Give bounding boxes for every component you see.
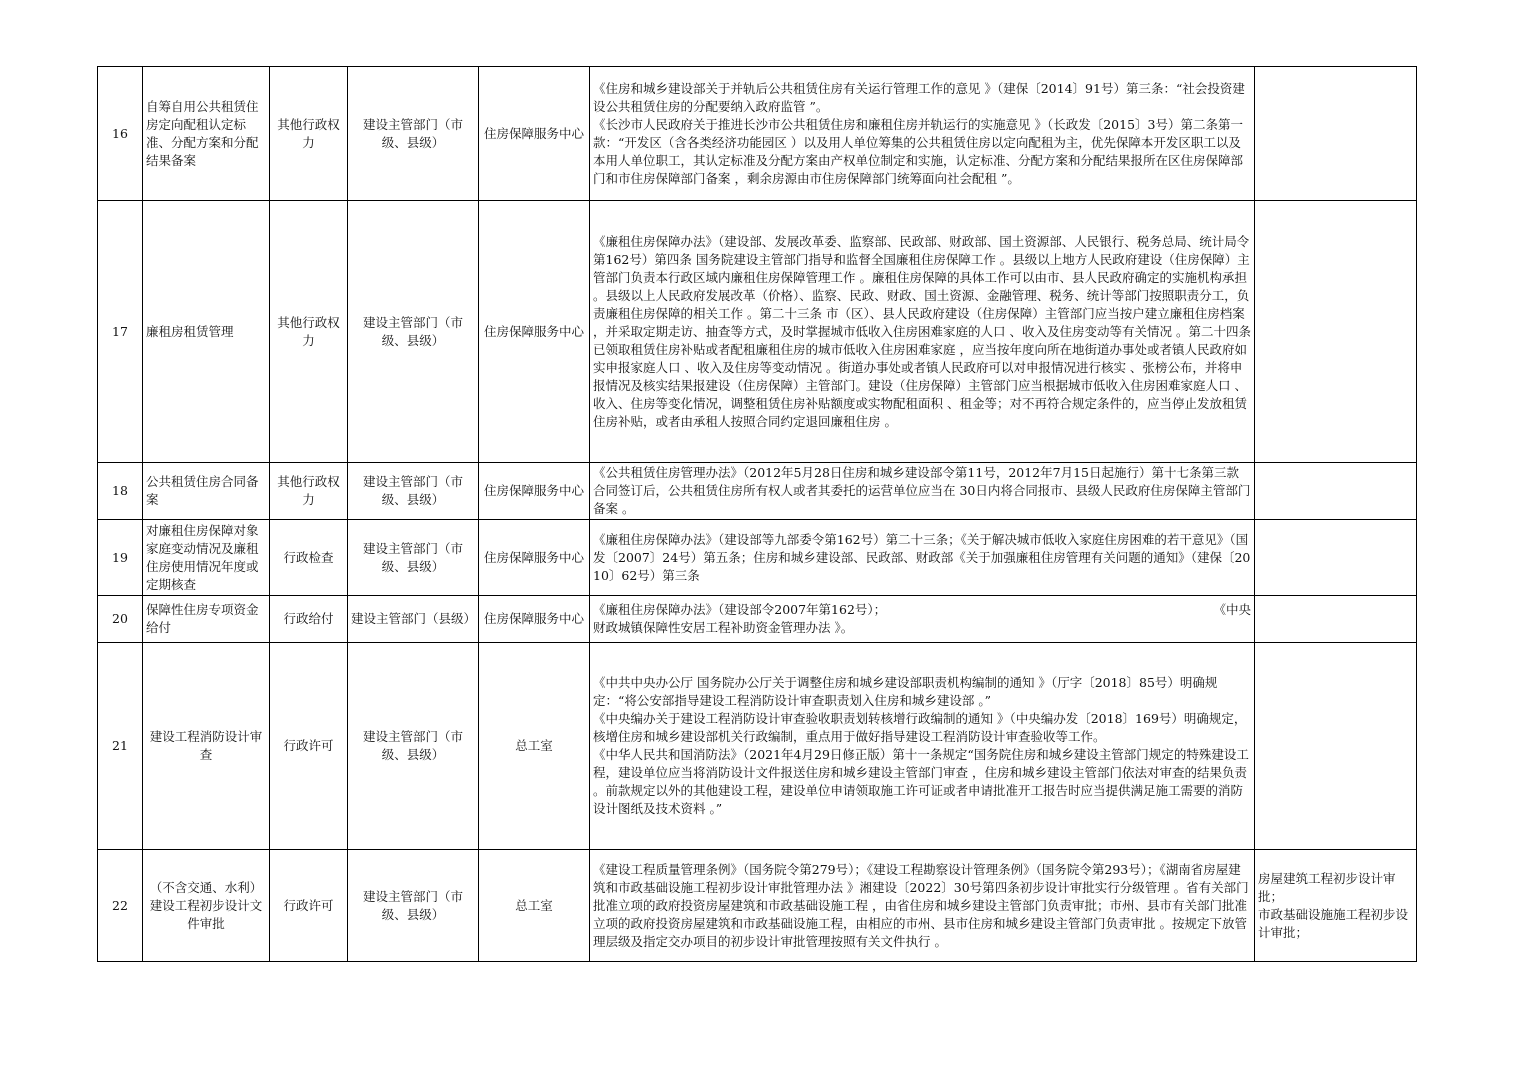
- legal-basis: 《廉租住房保障办法》（建设部、发展改革委、监察部、民政部、财政部、国土资源部、人民银行、税务总局、统计局令第162号）第四条 国务院建设主管部门指导和监督全国廉租住房保障工作 。县级以上地方人民政府建设（住房保障）主管部门负责本行政区域内廉租住房保障管理工作 。廉租住房保障的具体工作可以由市、县人民政府确定的实施机构承担 。县级以上人民政府发展改革（价格）、监察、民政、财政、国土资源、金融管理、税务、统计等部门按照职责分工，负责廉租住房保障的相关工作 。第二十三条 市（区）、县人民政府建设（住房保障）主管部门应当按户建立廉租住房档案 ，并采取定期走访、抽查等方式，及时掌握城市低收入住房困难家庭的人口 、收入及住房变动等有关情况 。第二十四条 已领取租赁住房补贴或者配租廉租住房的城市低收入住房困难家庭 ，应当按年度向所在地街道办事处或者镇人民政府如实申报家庭人口 、收入及住房等变动情况 。街道办事处或者镇人民政府可以对申报情况进行核实 、张榜公布，并将申报情况及核实结果报建设（住房保障）主管部门。建设（住房保障）主管部门应当根据城市低收入住房困难家庭人口 、收入、住房等变化情况，调整租赁住房补贴额度或实物配租面积 、租金等；对不再符合规定条件的，应当停止发放租赁住房补贴，或者由承租人按照合同约定退回廉租住房 。: [590, 201, 1255, 463]
- legal-basis: 《公共租赁住房管理办法》（2012年5月28日住房和城乡建设部令第11号，2012年7月15日起施行）第十七条第三款 合同签订后，公共租赁住房所有权人或者其委托的运营单位应当在 30日内将合同报市、县级人民政府住房保障主管部门备案 。: [590, 463, 1255, 520]
- table-row: [98, 201, 1417, 463]
- row-number: 22: [98, 850, 143, 962]
- power-category: 其他行政权力: [270, 67, 348, 201]
- table-row: [98, 596, 1417, 643]
- legal-basis: 《建设工程质量管理条例》（国务院令第279号）；《建设工程勘察设计管理条例》（国务院令第293号）；《湖南省房屋建筑和市政基础设施工程初步设计审批管理办法 》湘建设〔2022〕30号第四条初步设计审批实行分级管理 。省有关部门批准立项的政府投资房屋建筑和市政基础设施工程 ，由省住房和城乡建设主管部门负责审批；市州、县市有关部门批准立项的政府投资房屋建筑和市政基础设施工程，由相应的市州、县市住房和城乡建设主管部门负责审批 。按规定下放管理层级及指定交办项目的初步设计审批管理按照有关文件执行 。: [590, 850, 1255, 962]
- power-category: 其他行政权力: [270, 201, 348, 463]
- remark: [1255, 596, 1417, 643]
- handling-unit: 总工室: [479, 643, 590, 850]
- legal-basis: 《廉租住房保障办法》（建设部等九部委令第162号）第二十三条；《关于解决城市低收入家庭住房困难的若干意见》（国发〔2007〕24号）第五条；住房和城乡建设部、民政部、财政部《关于加强廉租住房管理有关问题的通知》（建保〔2010〕62号）第三条: [590, 520, 1255, 596]
- responsible-department: 建设主管部门（市级、县级）: [348, 201, 479, 463]
- legal-basis-part-a: 《廉租住房保障办法》（建设部令2007年第162号）；: [593, 601, 887, 617]
- table-row: [98, 643, 1417, 850]
- handling-unit: 住房保障服务中心: [479, 463, 590, 520]
- power-category: 行政给付: [270, 596, 348, 643]
- power-category: 行政许可: [270, 850, 348, 962]
- power-category: 行政许可: [270, 643, 348, 850]
- row-number: 18: [98, 463, 143, 520]
- responsible-department: 建设主管部门（县级）: [348, 596, 479, 643]
- responsible-department: 建设主管部门（市级、县级）: [348, 643, 479, 850]
- item-name: 廉租房租赁管理: [143, 201, 270, 463]
- table-row: [98, 463, 1417, 520]
- remark-text: 房屋建筑工程初步设计审批； 市政基础设施施工程初步设计审批；: [1258, 870, 1409, 940]
- remark: [1255, 643, 1417, 850]
- table-row: [98, 850, 1417, 962]
- authority-table: [97, 66, 1417, 962]
- legal-basis-text: 《住房和城乡建设部关于并轨后公共租赁住房有关运行管理工作的意见 》（建保〔2014〕91号）第三条：“社会投资建设公共租赁住房的分配要纳入政府监管 ”。 《长沙市人民政府关于推进长沙市公共租赁住房和廉租住房并轨运行的实施意见 》（长政发〔2015〕3号）第二条第一款：“开发区（含各类经济功能园区 ）以及用人单位筹集的公共租赁住房以定向配租为主，优先保障本开发区职工以及本用人单位职工，其认定标准及分配方案由产权单位制定和实施，认定标准、分配方案和分配结果报所在区住房保障部门和市住房保障部门备案 ，剩余房源由市住房保障部门统筹面向社会配租 ”。: [593, 80, 1245, 186]
- legal-basis: [590, 67, 1255, 201]
- row-number: 19: [98, 520, 143, 596]
- remark: [1255, 463, 1417, 520]
- handling-unit: 住房保障服务中心: [479, 201, 590, 463]
- row-number: 21: [98, 643, 143, 850]
- responsible-department: 建设主管部门（市级、县级）: [348, 850, 479, 962]
- legal-basis-part-c: 财政城镇保障性安居工程补助资金管理办法 》。: [593, 620, 854, 636]
- remark: [1255, 201, 1417, 463]
- legal-basis: [590, 643, 1255, 850]
- responsible-department: 建设主管部门（市级、县级）: [348, 67, 479, 201]
- remark: [1255, 67, 1417, 201]
- handling-unit: 住房保障服务中心: [479, 67, 590, 201]
- item-name: （不含交通、水利）建设工程初步设计文件审批: [143, 850, 270, 962]
- legal-basis-line-1: [593, 601, 1251, 619]
- remark: [1255, 850, 1417, 962]
- item-name: 建设工程消防设计审查: [143, 643, 270, 850]
- table-row: [98, 67, 1417, 201]
- handling-unit: 住房保障服务中心: [479, 520, 590, 596]
- legal-basis-part-b: 《中央: [1213, 602, 1251, 618]
- legal-basis-text: 《中共中央办公厅 国务院办公厅关于调整住房和城乡建设部职责机构编制的通知 》（厅字〔2018〕85号）明确规定：“将公安部指导建设工程消防设计审查职责划入住房和城乡建设部 。” 《中央编办关于建设工程消防设计审查验收职责划转核增行政编制的通知 》（中央编办发〔2018〕169号）明确规定，核增住房和城乡建设部机关行政编制，重点用于做好指导建设工程消防设计审查验收等工作。 《中华人民共和国消防法》（2021年4月29日修正版）第十一条规定“国务院住房和城乡建设主管部门规定的特殊建设工程，建设单位应当将消防设计文件报送住房和城乡建设主管部门审查 ，住房和城乡建设主管部门依法对审查的结果负责 。前款规定以外的其他建设工程，建设单位申请领取施工许可证或者申请批准开工报告时应当提供满足施工需要的消防设计图纸及技术资料 。”: [593, 675, 1249, 816]
- row-number: 16: [98, 67, 143, 201]
- item-name: 自筹自用公共租赁住房定向配租认定标准、分配方案和分配结果备案: [143, 67, 270, 201]
- handling-unit: 总工室: [479, 850, 590, 962]
- handling-unit: 住房保障服务中心: [479, 596, 590, 643]
- item-name: 对廉租住房保障对象家庭变动情况及廉租住房使用情况年度或定期核查: [143, 520, 270, 596]
- row-number: 17: [98, 201, 143, 463]
- power-category: 行政检查: [270, 520, 348, 596]
- remark: [1255, 520, 1417, 596]
- item-name: 保障性住房专项资金给付: [143, 596, 270, 643]
- table-row: [98, 520, 1417, 596]
- responsible-department: 建设主管部门（市级、县级）: [348, 463, 479, 520]
- legal-basis: [590, 596, 1255, 643]
- power-category: 其他行政权力: [270, 463, 348, 520]
- responsible-department: 建设主管部门（市级、县级）: [348, 520, 479, 596]
- row-number: 20: [98, 596, 143, 643]
- item-name: 公共租赁住房合同备案: [143, 463, 270, 520]
